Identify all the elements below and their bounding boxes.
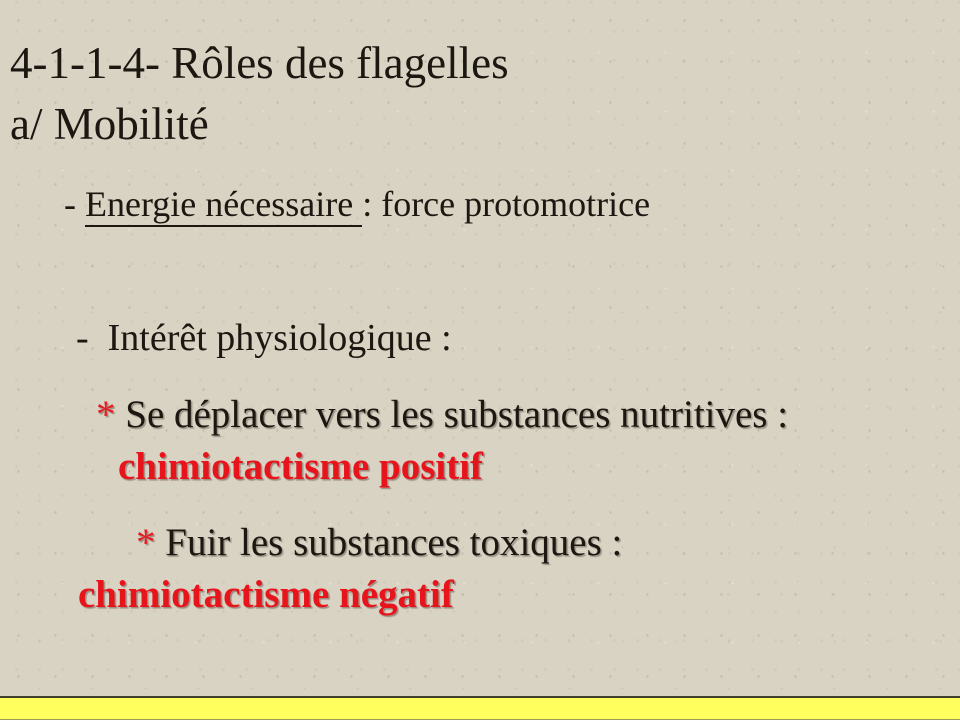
slide-title-line-2: a/ Mobilité [10, 99, 209, 149]
asterisk-bullet-1: * [96, 393, 126, 436]
subpoint-negative-chemotaxis-highlight: chimiotactisme négatif [78, 573, 454, 616]
subpoint-positive-chemotaxis-highlight: chimiotactisme positif [118, 445, 484, 488]
slide-title-line-1: 4-1-1-4- Rôles des flagelles [10, 38, 509, 88]
subpoint-2-body-text: Fuir les substances toxiques : [165, 521, 623, 564]
bullet-physiological-interest: - Intérêt physiologique : [76, 317, 452, 359]
bullet-energy [64, 184, 650, 224]
bullet-energy-dash: - [64, 184, 85, 224]
subpoint-negative-chemotaxis-text [136, 521, 622, 565]
bullet-energy-underlined-text: Energie nécessaire [85, 184, 362, 227]
footer-yellow-bar [0, 696, 960, 720]
bullet-energy-rest-text: : force protomotrice [362, 184, 651, 224]
subpoint-positive-chemotaxis-text [96, 393, 788, 437]
asterisk-bullet-2: * [136, 521, 166, 564]
subpoint-1-body-text: Se déplacer vers les substances nutritives : [125, 393, 789, 436]
